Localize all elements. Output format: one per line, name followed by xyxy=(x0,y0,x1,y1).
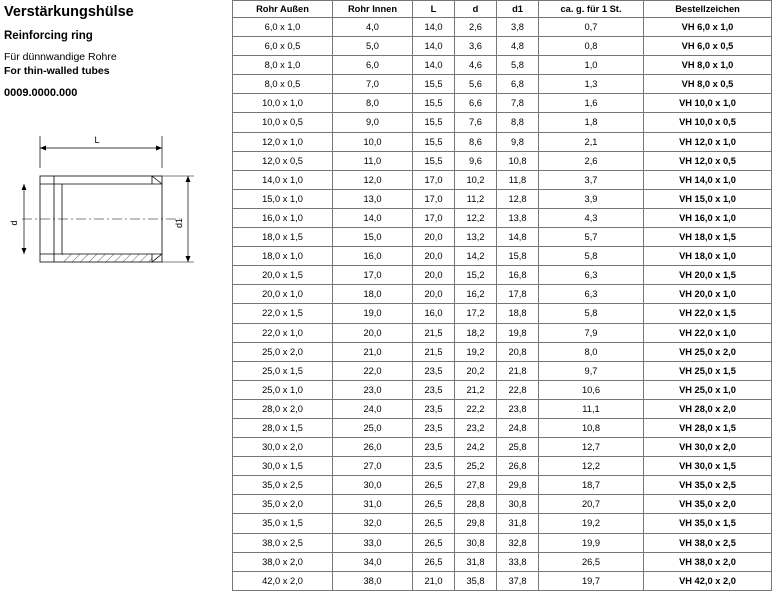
dimensions-table-container xyxy=(232,0,772,591)
table-cell: 20,0 xyxy=(413,266,455,285)
table-cell: 2,6 xyxy=(539,151,644,170)
table-row xyxy=(233,266,772,285)
table-cell: 1,6 xyxy=(539,94,644,113)
table-cell: 1,3 xyxy=(539,75,644,94)
table-cell: 23,0 xyxy=(333,380,413,399)
table-cell: 38,0 xyxy=(333,571,413,590)
table-cell: 1,8 xyxy=(539,113,644,132)
table-cell: 14,0 xyxy=(413,56,455,75)
table-cell: 19,0 xyxy=(333,304,413,323)
table-cell: 2,1 xyxy=(539,132,644,151)
table-cell: 20,0 x 1,5 xyxy=(233,266,333,285)
table-cell: 15,5 xyxy=(413,94,455,113)
table-cell: 8,8 xyxy=(497,113,539,132)
column-header-order-code: Bestellzeichen xyxy=(644,1,772,18)
table-cell: 5,0 xyxy=(333,37,413,56)
table-cell: 15,2 xyxy=(455,266,497,285)
table-cell: 19,7 xyxy=(539,571,644,590)
table-cell: 23,5 xyxy=(413,418,455,437)
table-cell: 9,6 xyxy=(455,151,497,170)
table-cell: 26,5 xyxy=(413,495,455,514)
table-cell: 21,2 xyxy=(455,380,497,399)
table-cell: VH 12,0 x 1,0 xyxy=(644,132,772,151)
table-cell: 33,8 xyxy=(497,552,539,571)
table-cell: 32,8 xyxy=(497,533,539,552)
table-cell: 10,6 xyxy=(539,380,644,399)
column-header-rohr-innen: Rohr Innen xyxy=(333,1,413,18)
table-cell: 21,0 xyxy=(333,342,413,361)
table-cell: VH 30,0 x 1,5 xyxy=(644,457,772,476)
table-cell: 12,0 xyxy=(333,170,413,189)
table-cell: 15,5 xyxy=(413,151,455,170)
table-cell: 27,0 xyxy=(333,457,413,476)
table-cell: 5,7 xyxy=(539,228,644,247)
table-cell: 6,0 x 0,5 xyxy=(233,37,333,56)
table-cell: VH 14,0 x 1,0 xyxy=(644,170,772,189)
table-cell: VH 35,0 x 2,0 xyxy=(644,495,772,514)
table-cell: 20,0 x 1,0 xyxy=(233,285,333,304)
table-cell: 11,2 xyxy=(455,189,497,208)
table-cell: 35,0 x 2,5 xyxy=(233,476,333,495)
table-cell: 15,0 x 1,0 xyxy=(233,189,333,208)
table-cell: 20,0 xyxy=(413,285,455,304)
table-cell: 20,0 xyxy=(333,323,413,342)
table-cell: VH 28,0 x 2,0 xyxy=(644,399,772,418)
table-row xyxy=(233,228,772,247)
table-cell: 1,0 xyxy=(539,56,644,75)
table-cell: 32,0 xyxy=(333,514,413,533)
table-cell: 16,0 xyxy=(413,304,455,323)
table-row xyxy=(233,56,772,75)
label-outer-diameter: d1 xyxy=(174,217,184,229)
table-cell: 10,0 x 0,5 xyxy=(233,113,333,132)
table-row xyxy=(233,189,772,208)
table-header-row xyxy=(233,1,772,18)
table-cell: 20,2 xyxy=(455,361,497,380)
table-cell: VH 25,0 x 1,0 xyxy=(644,380,772,399)
table-cell: 26,5 xyxy=(539,552,644,571)
table-cell: 22,0 x 1,5 xyxy=(233,304,333,323)
table-cell: 28,0 x 2,0 xyxy=(233,399,333,418)
table-cell: 6,0 x 1,0 xyxy=(233,18,333,37)
table-cell: 7,0 xyxy=(333,75,413,94)
column-header-rohr-aussen: Rohr Außen xyxy=(233,1,333,18)
table-cell: 21,5 xyxy=(413,323,455,342)
table-cell: VH 8,0 x 0,5 xyxy=(644,75,772,94)
table-cell: 6,6 xyxy=(455,94,497,113)
table-cell: 6,8 xyxy=(497,75,539,94)
table-cell: 5,8 xyxy=(539,304,644,323)
table-cell: VH 22,0 x 1,0 xyxy=(644,323,772,342)
table-cell: 10,2 xyxy=(455,170,497,189)
table-cell: 25,0 x 1,0 xyxy=(233,380,333,399)
table-cell: 10,8 xyxy=(539,418,644,437)
table-cell: VH 10,0 x 1,0 xyxy=(644,94,772,113)
table-row xyxy=(233,208,772,227)
table-cell: 0,7 xyxy=(539,18,644,37)
table-cell: 9,7 xyxy=(539,361,644,380)
table-cell: 30,0 xyxy=(333,476,413,495)
table-cell: VH 42,0 x 2,0 xyxy=(644,571,772,590)
table-cell: 17,8 xyxy=(497,285,539,304)
table-cell: 31,8 xyxy=(497,514,539,533)
table-cell: 26,5 xyxy=(413,533,455,552)
table-cell: VH 8,0 x 1,0 xyxy=(644,56,772,75)
table-row xyxy=(233,94,772,113)
page-subtitle: Reinforcing ring xyxy=(4,29,93,42)
table-cell: 20,0 xyxy=(413,228,455,247)
column-header-l: L xyxy=(413,1,455,18)
table-cell: 22,0 xyxy=(333,361,413,380)
table-cell: 19,2 xyxy=(455,342,497,361)
table-cell: 5,8 xyxy=(497,56,539,75)
table-row xyxy=(233,361,772,380)
table-cell: 20,8 xyxy=(497,342,539,361)
table-cell: 23,5 xyxy=(413,457,455,476)
table-cell: 18,0 xyxy=(333,285,413,304)
table-cell: 6,3 xyxy=(539,266,644,285)
table-cell: 17,0 xyxy=(413,208,455,227)
table-cell: 3,7 xyxy=(539,170,644,189)
table-cell: 23,5 xyxy=(413,380,455,399)
table-row xyxy=(233,495,772,514)
table-cell: VH 30,0 x 2,0 xyxy=(644,438,772,457)
table-row xyxy=(233,342,772,361)
table-cell: 15,5 xyxy=(413,75,455,94)
table-cell: 7,8 xyxy=(497,94,539,113)
table-cell: 26,5 xyxy=(413,514,455,533)
table-cell: 5,6 xyxy=(455,75,497,94)
column-header-weight: ca. g. für 1 St. xyxy=(539,1,644,18)
table-cell: 22,0 x 1,0 xyxy=(233,323,333,342)
table-cell: 3,8 xyxy=(497,18,539,37)
table-cell: 12,8 xyxy=(497,189,539,208)
table-cell: 26,0 xyxy=(333,438,413,457)
table-row xyxy=(233,75,772,94)
product-info-panel xyxy=(0,0,232,581)
table-cell: 25,8 xyxy=(497,438,539,457)
table-cell: VH 12,0 x 0,5 xyxy=(644,151,772,170)
table-cell: 12,2 xyxy=(455,208,497,227)
table-cell: 24,0 xyxy=(333,399,413,418)
table-cell: 28,8 xyxy=(455,495,497,514)
table-cell: 23,2 xyxy=(455,418,497,437)
column-header-d1: d1 xyxy=(497,1,539,18)
table-cell: 38,0 x 2,0 xyxy=(233,552,333,571)
table-row xyxy=(233,304,772,323)
table-cell: VH 10,0 x 0,5 xyxy=(644,113,772,132)
table-cell: 10,0 x 1,0 xyxy=(233,94,333,113)
table-cell: 13,8 xyxy=(497,208,539,227)
table-cell: 4,8 xyxy=(497,37,539,56)
table-cell: VH 22,0 x 1,5 xyxy=(644,304,772,323)
table-cell: 21,8 xyxy=(497,361,539,380)
table-cell: 16,8 xyxy=(497,266,539,285)
table-cell: 37,8 xyxy=(497,571,539,590)
table-cell: 29,8 xyxy=(497,476,539,495)
table-row xyxy=(233,552,772,571)
table-cell: 25,2 xyxy=(455,457,497,476)
table-row xyxy=(233,438,772,457)
table-cell: 13,2 xyxy=(455,228,497,247)
table-cell: VH 25,0 x 2,0 xyxy=(644,342,772,361)
dimensions-table xyxy=(232,0,772,591)
table-cell: VH 35,0 x 1,5 xyxy=(644,514,772,533)
table-row xyxy=(233,151,772,170)
table-cell: 14,0 xyxy=(413,37,455,56)
table-cell: 8,6 xyxy=(455,132,497,151)
table-cell: 14,2 xyxy=(455,247,497,266)
table-cell: 30,0 x 2,0 xyxy=(233,438,333,457)
table-cell: 19,8 xyxy=(497,323,539,342)
table-cell: 38,0 x 2,5 xyxy=(233,533,333,552)
table-row xyxy=(233,18,772,37)
table-row xyxy=(233,37,772,56)
table-cell: 19,2 xyxy=(539,514,644,533)
table-row xyxy=(233,457,772,476)
table-cell: 30,0 x 1,5 xyxy=(233,457,333,476)
table-cell: 15,0 xyxy=(333,228,413,247)
table-cell: 31,0 xyxy=(333,495,413,514)
table-cell: 20,0 xyxy=(413,247,455,266)
table-cell: 14,0 xyxy=(333,208,413,227)
table-cell: 4,3 xyxy=(539,208,644,227)
table-row xyxy=(233,113,772,132)
table-cell: 25,0 x 1,5 xyxy=(233,361,333,380)
table-row xyxy=(233,132,772,151)
table-cell: 9,0 xyxy=(333,113,413,132)
table-cell: 42,0 x 2,0 xyxy=(233,571,333,590)
table-cell: 30,8 xyxy=(455,533,497,552)
table-row xyxy=(233,476,772,495)
table-cell: 7,6 xyxy=(455,113,497,132)
label-length: L xyxy=(94,135,100,145)
table-cell: VH 28,0 x 1,5 xyxy=(644,418,772,437)
table-cell: 0,8 xyxy=(539,37,644,56)
table-cell: VH 18,0 x 1,5 xyxy=(644,228,772,247)
table-cell: 26,5 xyxy=(413,552,455,571)
page-title: Verstärkungshülse xyxy=(4,4,134,20)
table-cell: 35,0 x 2,0 xyxy=(233,495,333,514)
table-row xyxy=(233,399,772,418)
table-cell: 29,8 xyxy=(455,514,497,533)
table-cell: 8,0 xyxy=(333,94,413,113)
table-cell: 18,0 x 1,5 xyxy=(233,228,333,247)
table-cell: 23,8 xyxy=(497,399,539,418)
table-cell: 2,6 xyxy=(455,18,497,37)
table-cell: VH 6,0 x 1,0 xyxy=(644,18,772,37)
table-cell: 18,0 x 1,0 xyxy=(233,247,333,266)
table-cell: 34,0 xyxy=(333,552,413,571)
table-cell: 31,8 xyxy=(455,552,497,571)
table-cell: 12,0 x 1,0 xyxy=(233,132,333,151)
table-cell: 28,0 x 1,5 xyxy=(233,418,333,437)
table-cell: 6,3 xyxy=(539,285,644,304)
table-cell: 26,8 xyxy=(497,457,539,476)
table-cell: VH 6,0 x 0,5 xyxy=(644,37,772,56)
table-row xyxy=(233,514,772,533)
table-cell: 14,8 xyxy=(497,228,539,247)
table-cell: 3,6 xyxy=(455,37,497,56)
table-cell: 11,8 xyxy=(497,170,539,189)
table-cell: 15,5 xyxy=(413,132,455,151)
table-cell: 8,0 xyxy=(539,342,644,361)
product-code: 0009.0000.000 xyxy=(4,87,78,100)
table-cell: 25,0 xyxy=(333,418,413,437)
table-cell: 15,8 xyxy=(497,247,539,266)
table-cell: 30,8 xyxy=(497,495,539,514)
table-cell: VH 16,0 x 1,0 xyxy=(644,208,772,227)
table-cell: 22,8 xyxy=(497,380,539,399)
table-cell: 17,2 xyxy=(455,304,497,323)
label-inner-diameter: d xyxy=(9,220,19,226)
table-cell: 8,0 x 1,0 xyxy=(233,56,333,75)
table-cell: 5,8 xyxy=(539,247,644,266)
table-cell: 23,5 xyxy=(413,438,455,457)
table-cell: 11,0 xyxy=(333,151,413,170)
table-cell: 17,0 xyxy=(333,266,413,285)
table-cell: 26,5 xyxy=(413,476,455,495)
table-cell: 24,8 xyxy=(497,418,539,437)
table-cell: 21,5 xyxy=(413,342,455,361)
table-cell: VH 35,0 x 2,5 xyxy=(644,476,772,495)
table-cell: 35,8 xyxy=(455,571,497,590)
table-cell: VH 20,0 x 1,0 xyxy=(644,285,772,304)
table-cell: 16,2 xyxy=(455,285,497,304)
table-cell: 10,0 xyxy=(333,132,413,151)
table-cell: VH 38,0 x 2,5 xyxy=(644,533,772,552)
table-cell: 13,0 xyxy=(333,189,413,208)
column-header-d: d xyxy=(455,1,497,18)
table-cell: 22,2 xyxy=(455,399,497,418)
table-cell: 3,9 xyxy=(539,189,644,208)
table-cell: 9,8 xyxy=(497,132,539,151)
table-cell: 14,0 xyxy=(413,18,455,37)
table-cell: 18,7 xyxy=(539,476,644,495)
table-row xyxy=(233,418,772,437)
table-cell: 35,0 x 1,5 xyxy=(233,514,333,533)
table-cell: 15,5 xyxy=(413,113,455,132)
table-cell: VH 15,0 x 1,0 xyxy=(644,189,772,208)
table-cell: 17,0 xyxy=(413,189,455,208)
table-cell: 19,9 xyxy=(539,533,644,552)
table-row xyxy=(233,247,772,266)
table-cell: 14,0 x 1,0 xyxy=(233,170,333,189)
description-de: Für dünnwandige Rohre xyxy=(4,50,117,63)
table-row xyxy=(233,285,772,304)
table-cell: 8,0 x 0,5 xyxy=(233,75,333,94)
table-row xyxy=(233,323,772,342)
table-cell: VH 20,0 x 1,5 xyxy=(644,266,772,285)
table-cell: 23,5 xyxy=(413,361,455,380)
table-cell: 16,0 xyxy=(333,247,413,266)
table-cell: 21,0 xyxy=(413,571,455,590)
table-cell: 23,5 xyxy=(413,399,455,418)
table-cell: 20,7 xyxy=(539,495,644,514)
table-cell: 16,0 x 1,0 xyxy=(233,208,333,227)
table-row xyxy=(233,170,772,189)
table-cell: 11,1 xyxy=(539,399,644,418)
table-cell: 4,0 xyxy=(333,18,413,37)
table-cell: 17,0 xyxy=(413,170,455,189)
table-cell: 12,7 xyxy=(539,438,644,457)
table-cell: VH 38,0 x 2,0 xyxy=(644,552,772,571)
table-cell: 7,9 xyxy=(539,323,644,342)
description-en: For thin-walled tubes xyxy=(4,65,110,78)
table-cell: 10,8 xyxy=(497,151,539,170)
table-body xyxy=(233,18,772,591)
table-cell: 18,8 xyxy=(497,304,539,323)
table-row xyxy=(233,533,772,552)
table-cell: 4,6 xyxy=(455,56,497,75)
table-cell: 18,2 xyxy=(455,323,497,342)
table-cell: 6,0 xyxy=(333,56,413,75)
table-cell: 27,8 xyxy=(455,476,497,495)
table-cell: 12,2 xyxy=(539,457,644,476)
table-cell: 24,2 xyxy=(455,438,497,457)
table-cell: 33,0 xyxy=(333,533,413,552)
table-cell: VH 18,0 x 1,0 xyxy=(644,247,772,266)
table-row xyxy=(233,380,772,399)
table-cell: VH 25,0 x 1,5 xyxy=(644,361,772,380)
technical-drawing xyxy=(2,128,228,298)
table-cell: 12,0 x 0,5 xyxy=(233,151,333,170)
table-cell: 25,0 x 2,0 xyxy=(233,342,333,361)
